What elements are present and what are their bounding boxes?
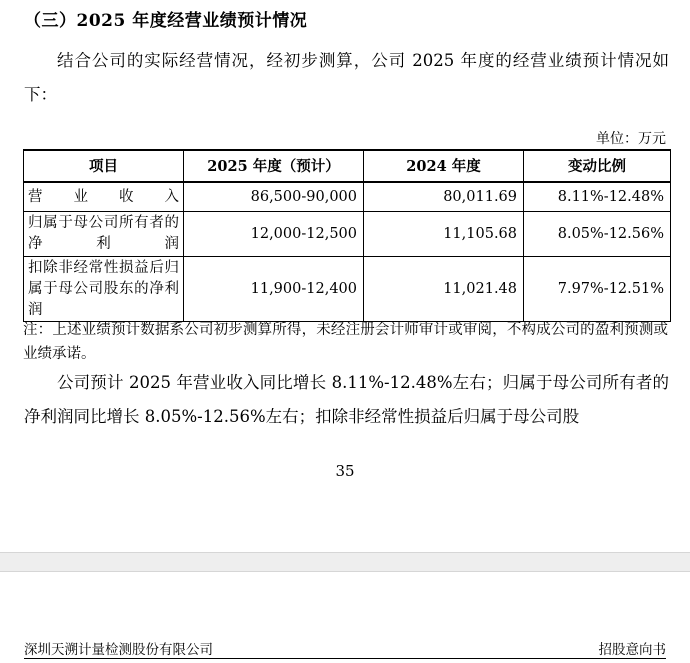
row-2025: 11,900-12,400 bbox=[184, 257, 364, 322]
row-2024: 11,105.68 bbox=[364, 212, 524, 257]
row-change: 8.11%-12.48% bbox=[524, 182, 671, 212]
table-row bbox=[24, 182, 671, 212]
row-2025: 12,000-12,500 bbox=[184, 212, 364, 257]
row-item: 归属于母公司所有者的净利润 bbox=[24, 212, 184, 257]
row-change: 7.97%-12.51% bbox=[524, 257, 671, 322]
footer-doc-type: 招股意向书 bbox=[598, 642, 666, 658]
row-2025: 86,500-90,000 bbox=[184, 182, 364, 212]
header-change: 变动比例 bbox=[524, 150, 671, 182]
summary-paragraph: 公司预计 2025 年营业收入同比增长 8.11%-12.48%左右；归属于母公司所有者的净利润同比增长 8.05%-12.56%左右；扣除非经常性损益后归属于母公司股 bbox=[24, 373, 669, 426]
intro-paragraph: 结合公司的实际经营情况，经初步测算，公司 2025 年度的经营业绩预计情况如下： bbox=[24, 51, 669, 104]
header-2025: 2025 年度（预计） bbox=[184, 150, 364, 182]
header-2024: 2024 年度 bbox=[364, 150, 524, 182]
table-row bbox=[24, 212, 671, 257]
row-item: 扣除非经常性损益后归属于母公司股东的净利润 bbox=[24, 257, 184, 322]
row-2024: 11,021.48 bbox=[364, 257, 524, 322]
footer-rule bbox=[24, 658, 666, 659]
table-header-row bbox=[24, 150, 671, 182]
row-2024: 80,011.69 bbox=[364, 182, 524, 212]
page-break bbox=[0, 552, 690, 572]
row-change: 8.05%-12.56% bbox=[524, 212, 671, 257]
page-number: 35 bbox=[335, 462, 355, 480]
footer-company: 深圳天溯计量检测股份有限公司 bbox=[24, 642, 213, 658]
row-item: 营业收入 bbox=[24, 182, 184, 212]
performance-forecast-table bbox=[23, 149, 671, 322]
table-note: 注：上述业绩预计数据系公司初步测算所得，未经注册会计师审计或审阅，不构成公司的盈利预测或业绩承诺。 bbox=[23, 322, 668, 362]
section-heading: （三）2025 年度经营业绩预计情况 bbox=[24, 11, 308, 31]
table-row bbox=[24, 257, 671, 322]
unit-label: 单位：万元 bbox=[596, 131, 666, 147]
header-item: 项目 bbox=[24, 150, 184, 182]
